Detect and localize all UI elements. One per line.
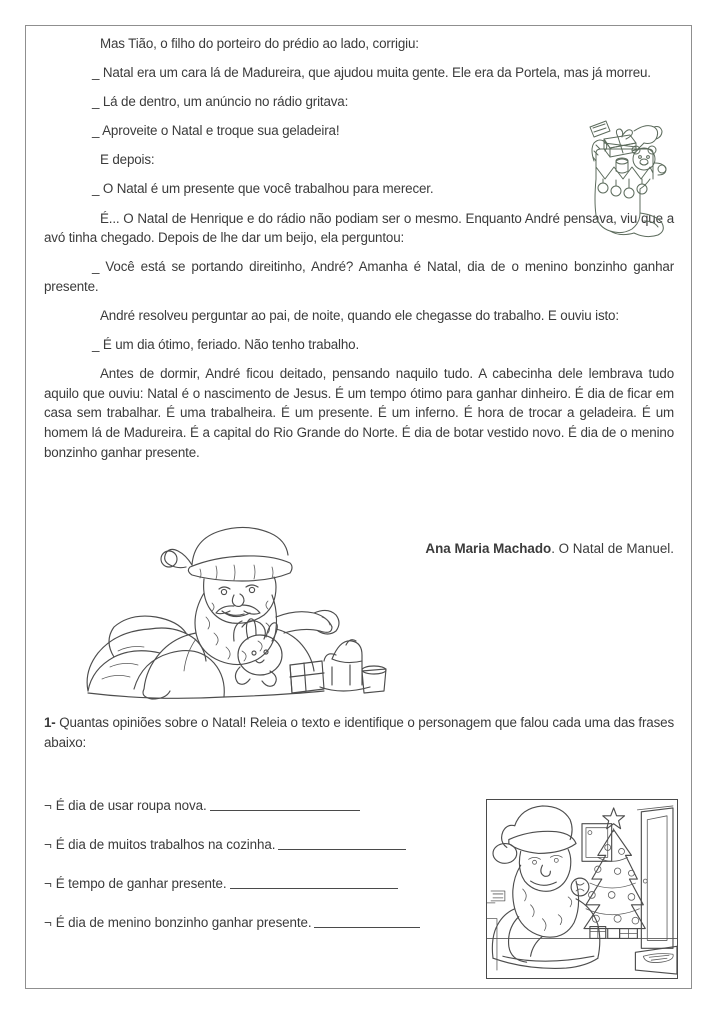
- worksheet-page: [25, 25, 692, 989]
- exercise-number: 1-: [44, 715, 56, 730]
- exercise-prompt-text: Quantas opiniões sobre o Natal! Releia o texto e identifique o personagem que falou cada uma das frases abaixo:: [44, 715, 674, 750]
- bullet-marker-icon: ¬: [44, 837, 52, 852]
- story-paragraph-10: _ É um dia ótimo, feriado. Não tenho trabalho.: [92, 337, 360, 353]
- bullet-marker-icon: ¬: [44, 798, 52, 813]
- attribution-author: Ana Maria Machado: [425, 541, 552, 556]
- list-item: [44, 913, 484, 932]
- exercise-items-list: [44, 796, 484, 952]
- story-text-block: [44, 34, 674, 472]
- story-paragraph-9: André resolveu perguntar ao pai, de noite, quando ele chegasse do trabalho. E ouviu isto:: [100, 307, 619, 323]
- exercise-prompt: [44, 713, 674, 752]
- story-paragraph-7: É... O Natal de Henrique e do rádio não podiam ser o mesmo. Enquanto André pensava, viu que a avó tinha chegado. Depois de lhe dar um beijo, ela perguntou:: [44, 210, 674, 246]
- answer-blank-1[interactable]: [210, 798, 360, 811]
- christmas-stocking-icon: [560, 109, 690, 241]
- list-item-label: É tempo de ganhar presente.: [55, 876, 227, 891]
- story-paragraph-2: _ Natal era um cara lá de Madureira, que ajudou muita gente. Ele era da Portela, mas já morreu.: [92, 65, 651, 81]
- story-paragraph-8: _ Você está se portando direitinho, André? Amanha é Natal, dia de o menino bonzinho ganhar presente.: [44, 259, 674, 294]
- attribution-title: . O Natal de Manuel.: [551, 541, 674, 556]
- story-paragraph-5: E depois:: [100, 152, 155, 168]
- story-paragraph-11: Antes de dormir, André ficou deitado, pensando naquilo tudo. A cabecinha dele lembrava tudo aquilo que ouviu: Natal é o nascimento de Jesus. É um tempo ótimo para ganhar dinheiro. É dia de ficar em casa sem trabalhar. É uma trabalheira. É um presente. É um inferno. É hora de trocar a geladeira. É um homem lá de Madureira. É a capital do Rio Grande do Norte. É dia de botar vestido novo. É dia de o menino bonzinho ganhar presente.: [44, 366, 674, 460]
- bullet-marker-icon: ¬: [44, 915, 52, 930]
- santa-christmas-tree-scene-illustration: [486, 799, 678, 979]
- list-item: [44, 874, 484, 893]
- list-item-label: É dia de usar roupa nova.: [55, 798, 207, 813]
- story-paragraph-1: Mas Tião, o filho do porteiro do prédio ao lado, corrigiu:: [100, 36, 419, 51]
- list-item-label: É dia de muitos trabalhos na cozinha.: [55, 837, 276, 852]
- answer-blank-4[interactable]: [314, 915, 420, 928]
- story-paragraph-6: _ O Natal é um presente que você trabalhou para merecer.: [92, 181, 434, 197]
- story-paragraph-4: _ Aproveite o Natal e troque sua geladeira!: [92, 123, 340, 139]
- list-item: [44, 835, 484, 854]
- answer-blank-2[interactable]: [278, 837, 406, 850]
- santa-with-sack-illustration: [74, 521, 404, 701]
- story-paragraph-3: _ Lá de dentro, um anúncio no rádio gritava:: [92, 94, 349, 110]
- bullet-marker-icon: ¬: [44, 876, 52, 891]
- list-item: [44, 796, 484, 815]
- answer-blank-3[interactable]: [230, 876, 398, 889]
- list-item-label: É dia de menino bonzinho ganhar presente.: [55, 915, 312, 930]
